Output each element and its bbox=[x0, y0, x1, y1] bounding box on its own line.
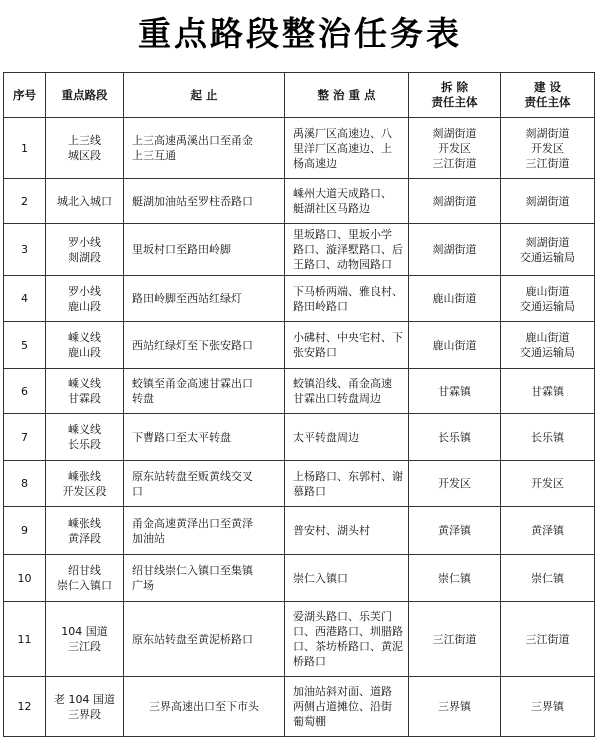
cell-demolish: 剡湖街道 开发区 三江街道 bbox=[409, 118, 501, 179]
cell-range: 上三高速禹溪出口至甬金 上三互通 bbox=[124, 118, 285, 179]
cell-focus: 崇仁入镇口 bbox=[285, 555, 409, 602]
cell-index: 6 bbox=[4, 369, 46, 414]
cell-build: 剡湖街道 bbox=[501, 179, 595, 224]
cell-demolish: 鹿山街道 bbox=[409, 322, 501, 369]
cell-section: 绍甘线 崇仁入镇口 bbox=[46, 555, 124, 602]
cell-range: 绍甘线崇仁入镇口至集镇 广场 bbox=[124, 555, 285, 602]
cell-index: 12 bbox=[4, 677, 46, 737]
cell-range: 甬金高速黄泽出口至黄泽 加油站 bbox=[124, 507, 285, 555]
cell-section: 嵊张线 开发区段 bbox=[46, 461, 124, 507]
table-row bbox=[4, 555, 595, 602]
cell-section: 嵊张线 黄泽段 bbox=[46, 507, 124, 555]
cell-focus: 小砩村、中央宅村、下 张安路口 bbox=[285, 322, 409, 369]
cell-demolish: 剡湖街道 bbox=[409, 224, 501, 276]
cell-focus: 爱湖头路口、乐芙门 口、西港路口、圳腊路 口、茶坊桥路口、黄泥 桥路口 bbox=[285, 602, 409, 677]
cell-build: 剡湖街道 交通运输局 bbox=[501, 224, 595, 276]
cell-section: 嵊义线 甘霖段 bbox=[46, 369, 124, 414]
table-row bbox=[4, 276, 595, 322]
cell-focus: 加油站斜对面、道路 两侧占道摊位、沿街 葡萄棚 bbox=[285, 677, 409, 737]
cell-section: 嵊义线 鹿山段 bbox=[46, 322, 124, 369]
header-focus: 整 治 重 点 bbox=[285, 73, 409, 118]
cell-focus: 普安村、湖头村 bbox=[285, 507, 409, 555]
cell-range: 西站红绿灯至下张安路口 bbox=[124, 322, 285, 369]
cell-section: 罗小线 剡湖段 bbox=[46, 224, 124, 276]
cell-demolish: 黄泽镇 bbox=[409, 507, 501, 555]
cell-index: 7 bbox=[4, 414, 46, 461]
cell-range: 下曹路口至太平转盘 bbox=[124, 414, 285, 461]
cell-range: 路田岭脚至西站红绿灯 bbox=[124, 276, 285, 322]
cell-section: 老 104 国道 三界段 bbox=[46, 677, 124, 737]
cell-demolish: 开发区 bbox=[409, 461, 501, 507]
table-row bbox=[4, 602, 595, 677]
header-section: 重点路段 bbox=[46, 73, 124, 118]
cell-build: 黄泽镇 bbox=[501, 507, 595, 555]
table-row bbox=[4, 118, 595, 179]
cell-demolish: 长乐镇 bbox=[409, 414, 501, 461]
cell-demolish: 剡湖街道 bbox=[409, 179, 501, 224]
cell-index: 5 bbox=[4, 322, 46, 369]
header-index: 序号 bbox=[4, 73, 46, 118]
table-row bbox=[4, 224, 595, 276]
cell-focus: 太平转盘周边 bbox=[285, 414, 409, 461]
cell-index: 4 bbox=[4, 276, 46, 322]
cell-build: 长乐镇 bbox=[501, 414, 595, 461]
header-range: 起 止 bbox=[124, 73, 285, 118]
cell-index: 3 bbox=[4, 224, 46, 276]
cell-index: 8 bbox=[4, 461, 46, 507]
cell-build: 开发区 bbox=[501, 461, 595, 507]
task-table bbox=[3, 72, 595, 737]
cell-section: 104 国道 三江段 bbox=[46, 602, 124, 677]
table-row bbox=[4, 461, 595, 507]
header-demolish: 拆 除 责任主体 bbox=[409, 73, 501, 118]
cell-range: 里坂村口至路田岭脚 bbox=[124, 224, 285, 276]
cell-index: 2 bbox=[4, 179, 46, 224]
cell-index: 9 bbox=[4, 507, 46, 555]
table-row bbox=[4, 677, 595, 737]
table-row bbox=[4, 414, 595, 461]
cell-build: 甘霖镇 bbox=[501, 369, 595, 414]
cell-build: 剡湖街道 开发区 三江街道 bbox=[501, 118, 595, 179]
cell-section: 城北入城口 bbox=[46, 179, 124, 224]
cell-build: 鹿山街道 交通运输局 bbox=[501, 322, 595, 369]
cell-range: 原东站转盘至黄泥桥路口 bbox=[124, 602, 285, 677]
cell-range: 三界高速出口至下市头 bbox=[124, 677, 285, 737]
cell-section: 上三线 城区段 bbox=[46, 118, 124, 179]
cell-section: 罗小线 鹿山段 bbox=[46, 276, 124, 322]
cell-range: 蛟镇至甬金高速甘霖出口 转盘 bbox=[124, 369, 285, 414]
cell-index: 1 bbox=[4, 118, 46, 179]
table-row bbox=[4, 507, 595, 555]
table-row bbox=[4, 369, 595, 414]
cell-build: 鹿山街道 交通运输局 bbox=[501, 276, 595, 322]
cell-demolish: 三界镇 bbox=[409, 677, 501, 737]
cell-index: 10 bbox=[4, 555, 46, 602]
table-row bbox=[4, 179, 595, 224]
cell-demolish: 三江街道 bbox=[409, 602, 501, 677]
cell-focus: 下马桥两端、雅良村、 路田岭路口 bbox=[285, 276, 409, 322]
cell-demolish: 鹿山街道 bbox=[409, 276, 501, 322]
cell-focus: 嵊州大道天成路口、 艇湖社区马路边 bbox=[285, 179, 409, 224]
cell-build: 三江街道 bbox=[501, 602, 595, 677]
cell-build: 崇仁镇 bbox=[501, 555, 595, 602]
cell-index: 11 bbox=[4, 602, 46, 677]
cell-range: 原东站转盘至贩黄线交叉 口 bbox=[124, 461, 285, 507]
cell-demolish: 甘霖镇 bbox=[409, 369, 501, 414]
page-title: 重点路段整治任务表 bbox=[138, 14, 462, 53]
cell-build: 三界镇 bbox=[501, 677, 595, 737]
cell-focus: 禹溪厂区高速边、八 里洋厂区高速边、上 杨高速边 bbox=[285, 118, 409, 179]
table-row bbox=[4, 322, 595, 369]
table-header-row bbox=[4, 73, 595, 118]
cell-range: 艇湖加油站至罗柱岙路口 bbox=[124, 179, 285, 224]
cell-demolish: 崇仁镇 bbox=[409, 555, 501, 602]
cell-focus: 蛟镇沿线、甬金高速 甘霖出口转盘周边 bbox=[285, 369, 409, 414]
cell-section: 嵊义线 长乐段 bbox=[46, 414, 124, 461]
cell-focus: 上杨路口、东郭村、谢 慕路口 bbox=[285, 461, 409, 507]
header-build: 建 设 责任主体 bbox=[501, 73, 595, 118]
cell-focus: 里坂路口、里坂小学 路口、漩泽墅路口、后 王路口、动物园路口 bbox=[285, 224, 409, 276]
